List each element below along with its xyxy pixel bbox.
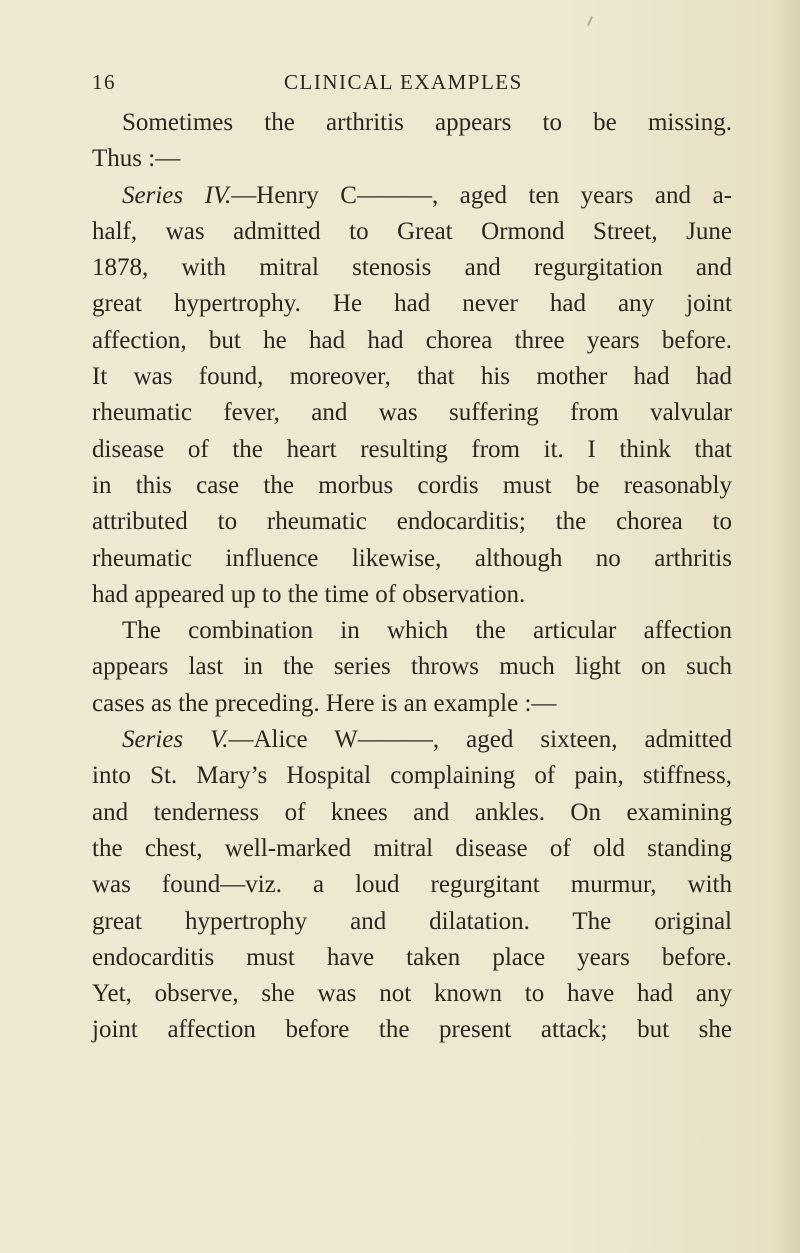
text-line (92, 577, 732, 613)
text-line (92, 686, 732, 722)
text-line (92, 504, 732, 540)
text-line (92, 105, 732, 141)
text-line (92, 795, 732, 831)
running-head (92, 70, 712, 100)
text-segment: The combination in which the articular affection (122, 617, 732, 645)
text-segment: and tenderness of knees and ankles. On examining (92, 798, 732, 826)
text-segment: in this case the morbus cordis must be reasonably (92, 471, 732, 499)
body-text (92, 105, 732, 1049)
text-segment: —Henry C———, aged ten years and a- (231, 181, 732, 209)
text-segment: affection, but he had had chorea three years before. (92, 326, 732, 354)
text-line (92, 758, 732, 794)
text-line (92, 250, 732, 286)
text-segment: rheumatic influence likewise, although no arthritis (92, 544, 732, 572)
text-segment: into St. Mary’s Hospital complaining of pain, stiffness, (92, 762, 732, 790)
text-segment: endocarditis must have taken place years before. (92, 943, 732, 971)
text-line (92, 323, 732, 359)
text-line (92, 541, 732, 577)
text-line (92, 649, 732, 685)
text-segment: the chest, well-marked mitral disease of old standing (92, 834, 732, 862)
text-line (92, 613, 732, 649)
text-line (92, 831, 732, 867)
text-segment: great hypertrophy and dilatation. The original (92, 907, 732, 935)
series-label: Series V. (122, 726, 229, 754)
text-segment: 1878, with mitral stenosis and regurgitation and (92, 254, 732, 282)
text-line (92, 1012, 732, 1048)
running-title: CLINICAL EXAMPLES (284, 70, 523, 94)
text-line (92, 904, 732, 940)
series-label: Series IV. (122, 181, 232, 209)
text-segment: appears last in the series throws much light on such (92, 653, 732, 681)
text-segment: disease of the heart resulting from it. I think that (92, 435, 732, 463)
text-segment: was found—viz. a loud regurgitant murmur, with (92, 871, 732, 899)
text-line (92, 940, 732, 976)
text-line (92, 141, 732, 177)
text-line (92, 976, 732, 1012)
text-line (92, 722, 732, 758)
text-line (92, 286, 732, 322)
text-segment: —Alice W———, aged sixteen, admitted (228, 726, 732, 754)
text-line (92, 359, 732, 395)
text-segment: had appeared up to the time of observation. (92, 580, 526, 608)
page-number: 16 (92, 70, 116, 94)
text-segment: rheumatic fever, and was suffering from valvular (92, 399, 732, 427)
text-line (92, 178, 732, 214)
text-segment: cases as the preceding. Here is an example :— (92, 689, 557, 717)
ink-mark (587, 16, 593, 26)
text-line (92, 468, 732, 504)
page-edge-shadow (774, 0, 800, 1253)
text-line (92, 395, 732, 431)
text-line (92, 432, 732, 468)
text-segment: attributed to rheumatic endocarditis; the chorea to (92, 508, 732, 536)
text-segment: joint affection before the present attack; but she (92, 1016, 732, 1044)
text-segment: great hypertrophy. He had never had any joint (92, 290, 732, 318)
text-segment: Yet, observe, she was not known to have had any (92, 980, 732, 1008)
text-line (92, 867, 732, 903)
text-segment: It was found, moreover, that his mother had had (92, 363, 732, 391)
text-segment: half, was admitted to Great Ormond Street, June (92, 217, 732, 245)
text-line (92, 214, 732, 250)
text-segment: Sometimes the arthritis appears to be missing. (122, 109, 732, 136)
text-segment: Thus :— (92, 145, 181, 173)
